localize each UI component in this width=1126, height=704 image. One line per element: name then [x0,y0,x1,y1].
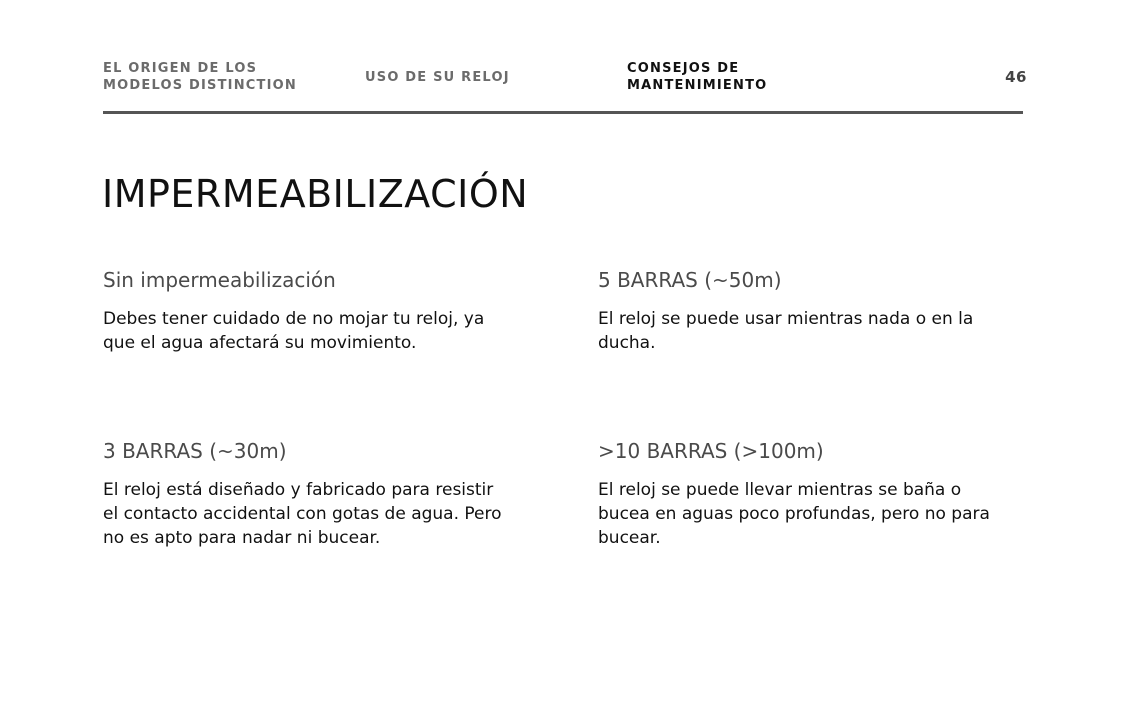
section-3-barras [103,438,503,550]
section-navigation [103,60,1027,114]
section-5-barras [598,267,998,355]
section-body: El reloj está diseñado y fabricado para resistir el contacto accidental con gotas de agua. Pero no es apto para nadar ni bucear. [103,480,502,548]
section-body: El reloj se puede usar mientras nada o en la ducha. [598,309,974,353]
section-heading: >10 BARRAS (>100m) [598,439,824,463]
section-heading: 3 BARRAS (~30m) [103,439,287,463]
section-body: El reloj se puede llevar mientras se baña o bucea en aguas poco profundas, pero no para bucear. [598,480,990,548]
page-title: IMPERMEABILIZACIÓN [102,172,529,216]
nav-item-origen-modelos[interactable]: EL ORIGEN DE LOS MODELOS DISTINCTION [103,61,297,93]
section-body: Debes tener cuidado de no mojar tu reloj, ya que el agua afectará su movimiento. [103,309,485,353]
nav-item-consejos-mantenimiento[interactable]: CONSEJOS DE MANTENIMIENTO [627,61,768,93]
section-sin-impermeabilizacion [103,267,503,355]
section-heading: 5 BARRAS (~50m) [598,268,782,292]
section-heading: Sin impermeabilización [103,268,336,292]
section-10-barras [598,438,998,550]
nav-item-uso-reloj[interactable]: USO DE SU RELOJ [365,70,510,85]
page-number: 46 [1005,68,1027,86]
